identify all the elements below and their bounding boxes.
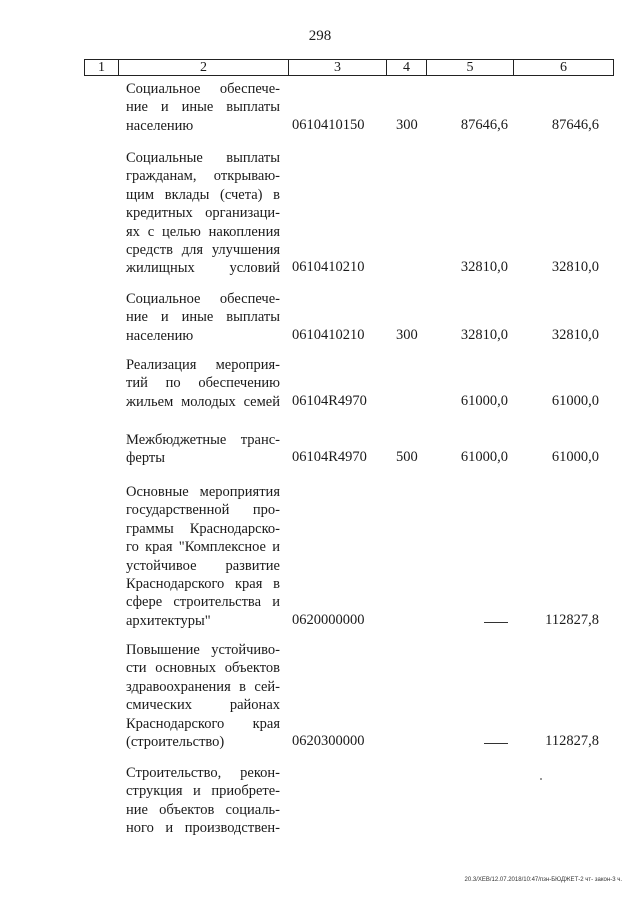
row-code: 0620000000 <box>292 611 365 628</box>
row-code: 06104R4970 <box>292 449 367 466</box>
row-name-line: населению <box>126 117 194 134</box>
row-name-line: населению <box>126 327 194 344</box>
row-name-line: ние объектов социаль- <box>126 801 280 818</box>
row-name-line: ферты <box>126 450 165 467</box>
row-name-line: Повышение устойчиво- <box>126 642 280 658</box>
table-header <box>84 59 614 76</box>
row-name-line: граммы Краснодарско- <box>126 520 280 537</box>
row-name-line: жилищных условий <box>126 260 280 277</box>
row-name-line: Строительство, рекон- <box>126 765 280 781</box>
row-name-line: смических районах <box>126 697 280 714</box>
header-col-2: 2 <box>119 60 289 75</box>
row-name-line: Социальное обеспече- <box>126 291 280 307</box>
row-expense-type: 500 <box>396 449 418 466</box>
row-code: 0610410150 <box>292 116 365 133</box>
row-name <box>126 290 280 345</box>
row-name-line: Межбюджетные транс- <box>126 432 280 448</box>
row-amount-col6: 112827,8 <box>545 611 599 628</box>
row-amount-col6: 32810,0 <box>551 259 599 276</box>
row-dash <box>484 622 508 623</box>
row-amount-col6: 112827,8 <box>545 733 599 749</box>
row-expense-type: 300 <box>396 326 418 343</box>
row-name-line: средств для улучшения <box>126 242 280 259</box>
row-name-line: тий по обеспечению <box>126 375 280 392</box>
row-name-line: Основные мероприятия <box>126 484 280 500</box>
row-code: 0610410210 <box>292 326 365 343</box>
row-name-line: здравоохранения в сей- <box>126 678 280 695</box>
scan-speck <box>540 778 542 780</box>
header-col-6: 6 <box>560 60 567 75</box>
footer-stamp: 20.3/XEB/12.07.2018/10:47/пзн-БЮДЖЕТ-2 чт- закон-3 ч. <box>464 877 622 883</box>
row-name-line: устойчивое развитие <box>126 557 280 574</box>
row-amount-col5: 61000,0 <box>460 449 508 466</box>
row-name <box>126 80 280 135</box>
row-name <box>126 641 280 751</box>
row-name <box>126 431 280 468</box>
row-amount-col5: 32810,0 <box>460 259 508 276</box>
row-code: 0610410210 <box>292 259 365 276</box>
row-code: 0620300000 <box>292 733 365 749</box>
row-name <box>126 356 280 411</box>
row-name-line: Социальное обеспече- <box>126 81 280 97</box>
row-name-line: ного и производствен- <box>126 820 280 837</box>
row-name-line: Реализация мероприя- <box>126 357 280 373</box>
row-amount-col5: 61000,0 <box>460 392 508 409</box>
row-name-line: гражданам, открываю- <box>126 168 280 185</box>
header-col-3: 3 <box>289 60 387 75</box>
row-name-line: жильем молодых семей <box>126 393 280 410</box>
row-name <box>126 149 280 278</box>
row-code: 06104R4970 <box>292 392 367 409</box>
row-name-line: сфере строительства и <box>126 594 280 611</box>
row-name-line: ние и иные выплаты <box>126 99 280 116</box>
row-name-line: щим вклады (счета) в <box>126 186 280 203</box>
row-name <box>126 764 280 838</box>
row-name-line: сти основных объектов <box>126 660 280 677</box>
row-name-line: ях с целью накопления <box>126 223 280 240</box>
row-name-line: ние и иные выплаты <box>126 309 280 326</box>
row-name-line: (строительство) <box>126 734 225 751</box>
row-amount-col6: 61000,0 <box>551 449 599 466</box>
row-amount-col6: 32810,0 <box>551 326 599 343</box>
page-number: 298 <box>308 28 332 44</box>
header-col-5: 5 <box>427 60 514 75</box>
header-col-1: 1 <box>85 60 119 75</box>
row-expense-type: 300 <box>396 116 418 133</box>
row-name-line: Социальные выплаты <box>126 150 280 166</box>
row-name-line: Краснодарского края <box>126 715 280 732</box>
row-name-line: архитектуры" <box>126 612 211 629</box>
row-amount-col5: 32810,0 <box>460 326 508 343</box>
row-name-line: государственной про- <box>126 502 280 519</box>
row-name-line: го края "Комплексное и <box>126 539 280 556</box>
row-name-line: струкция и приобрете- <box>126 783 280 800</box>
row-amount-col6: 61000,0 <box>551 392 599 409</box>
row-amount-col5: 87646,6 <box>460 116 508 133</box>
row-name-line: кредитных организаци- <box>126 205 280 222</box>
row-name-line: Краснодарского края в <box>126 576 280 593</box>
row-dash <box>484 743 508 744</box>
row-amount-col6: 87646,6 <box>551 116 599 133</box>
row-name <box>126 483 280 630</box>
header-col-4: 4 <box>387 60 427 75</box>
